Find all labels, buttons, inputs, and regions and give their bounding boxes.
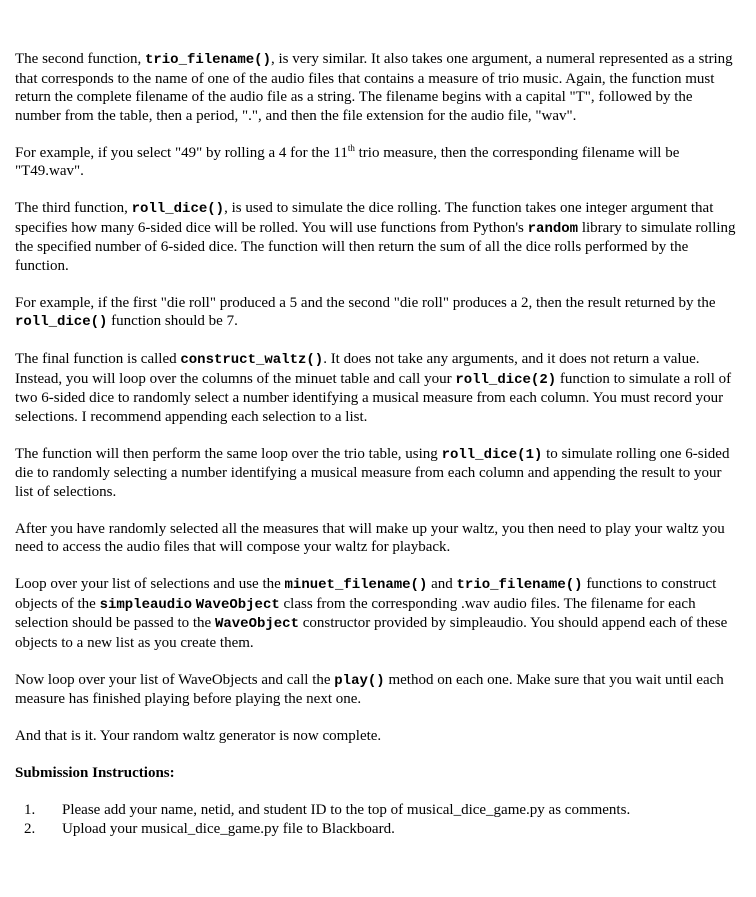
list-item: 1. Please add your name, netid, and student ID to the top of musical_dice_game.py as comments.: [39, 801, 737, 820]
code-waveobject: WaveObject: [195, 596, 280, 613]
text: function should be 7.: [107, 313, 238, 329]
submission-list: [15, 801, 737, 838]
code-roll-dice: roll_dice(): [15, 314, 108, 330]
text: And that is it. Your random waltz generator is now complete.: [15, 728, 382, 744]
text: The third function,: [15, 200, 132, 216]
code-play: play(): [334, 672, 385, 689]
text: class from the corresponding .wav audio files. The filename for each selection should be passed to the: [15, 595, 696, 631]
code-trio-filename: trio_filename(): [144, 52, 271, 68]
paragraph-wave-objects: [15, 575, 737, 652]
text: For example, if the first "die roll" produced a 5 and the second "die roll" produces a 2, then the result returned by the: [15, 294, 716, 311]
code-roll-dice-2: roll_dice(2): [455, 371, 557, 388]
code-minuet-filename: minuet_filename(): [284, 577, 428, 593]
code-waveobject: WaveObject: [214, 616, 299, 632]
text: function to simulate a roll of two 6-sided dice to randomly select a number identifying a musical measure from each column. You must record your selections. I recommend appending each selection to a list.: [15, 370, 732, 425]
text: After you have randomly selected all the measures that will make up your waltz, you then need to play your waltz you need to access the audio files that will compose your waltz for playback.: [15, 520, 725, 555]
code-roll-dice-1: roll_dice(1): [441, 446, 543, 463]
text: to simulate rolling one 6-sided die to randomly selecting a number identifying a musical measure from each column and appending the result to your list of selections.: [15, 445, 730, 500]
paragraph-play: [15, 671, 737, 709]
text: and: [427, 576, 457, 592]
code-roll-dice: roll_dice(): [131, 201, 225, 217]
text: For example, if you select "49" by rolling a 4 for the 11: [15, 144, 348, 161]
paragraph-trio-filename: [15, 50, 737, 125]
list-item: 2. Upload your musical_dice_game.py file to Blackboard.: [39, 820, 737, 839]
text: trio measure, then the corresponding filename will be "T49.wav".: [15, 144, 680, 179]
text: . It does not take any arguments, and it does not return a value. Instead, you will loop over the columns of the minuet table and call your: [15, 351, 700, 387]
submission-heading: Submission Instructions:: [15, 765, 175, 781]
text: constructor provided by simpleaudio. You should append each of these objects to a new list as you create them.: [15, 615, 728, 651]
text: The final function is called: [15, 351, 181, 367]
paragraph-playback-intro: [15, 520, 737, 557]
text: functions to construct objects of the: [15, 576, 717, 612]
text: The function will then perform the same loop over the trio table, using: [15, 445, 442, 462]
text: Now loop over your list of WaveObjects and call the: [15, 671, 335, 688]
paragraph-construct-waltz: [15, 350, 737, 426]
code-simpleaudio: simpleaudio: [99, 596, 192, 613]
code-trio-filename: trio_filename(): [456, 577, 583, 593]
text: , is used to simulate the dice rolling. The function takes one integer argument that specifies how many 6-sided dice will be rolled. You will use functions from Python's: [15, 200, 714, 236]
superscript: th: [347, 142, 355, 153]
text: method on each one. Make sure that you wait until each measure has finished playing before playing the next one.: [15, 671, 724, 707]
text: , is very similar. It also takes one argument, a numeral represented as a string that corresponds to the name of one of the audio files that contains a measure of trio music. Again, the function must return the complete filename of the audio file as a string. The filename begins with a capital "T", followed by the number from the table, then a period, ".", and then the file extension for the audio file, "wav".: [15, 51, 733, 124]
document-page: [15, 50, 737, 838]
paragraph-complete: [15, 727, 737, 746]
code-random: random: [527, 220, 579, 237]
paragraph-roll-dice: [15, 199, 737, 275]
text: library to simulate rolling the specified number of 6-sided dice. The function will then return the sum of all the dice rolls performed by the function.: [15, 219, 736, 274]
paragraph-roll-dice-example: [15, 294, 737, 332]
text: The second function,: [15, 51, 145, 67]
paragraph-trio-example: [15, 144, 737, 181]
code-construct-waltz: construct_waltz(): [180, 352, 324, 368]
text: Loop over your list of selections and use the: [15, 576, 285, 592]
paragraph-trio-loop: [15, 445, 737, 502]
